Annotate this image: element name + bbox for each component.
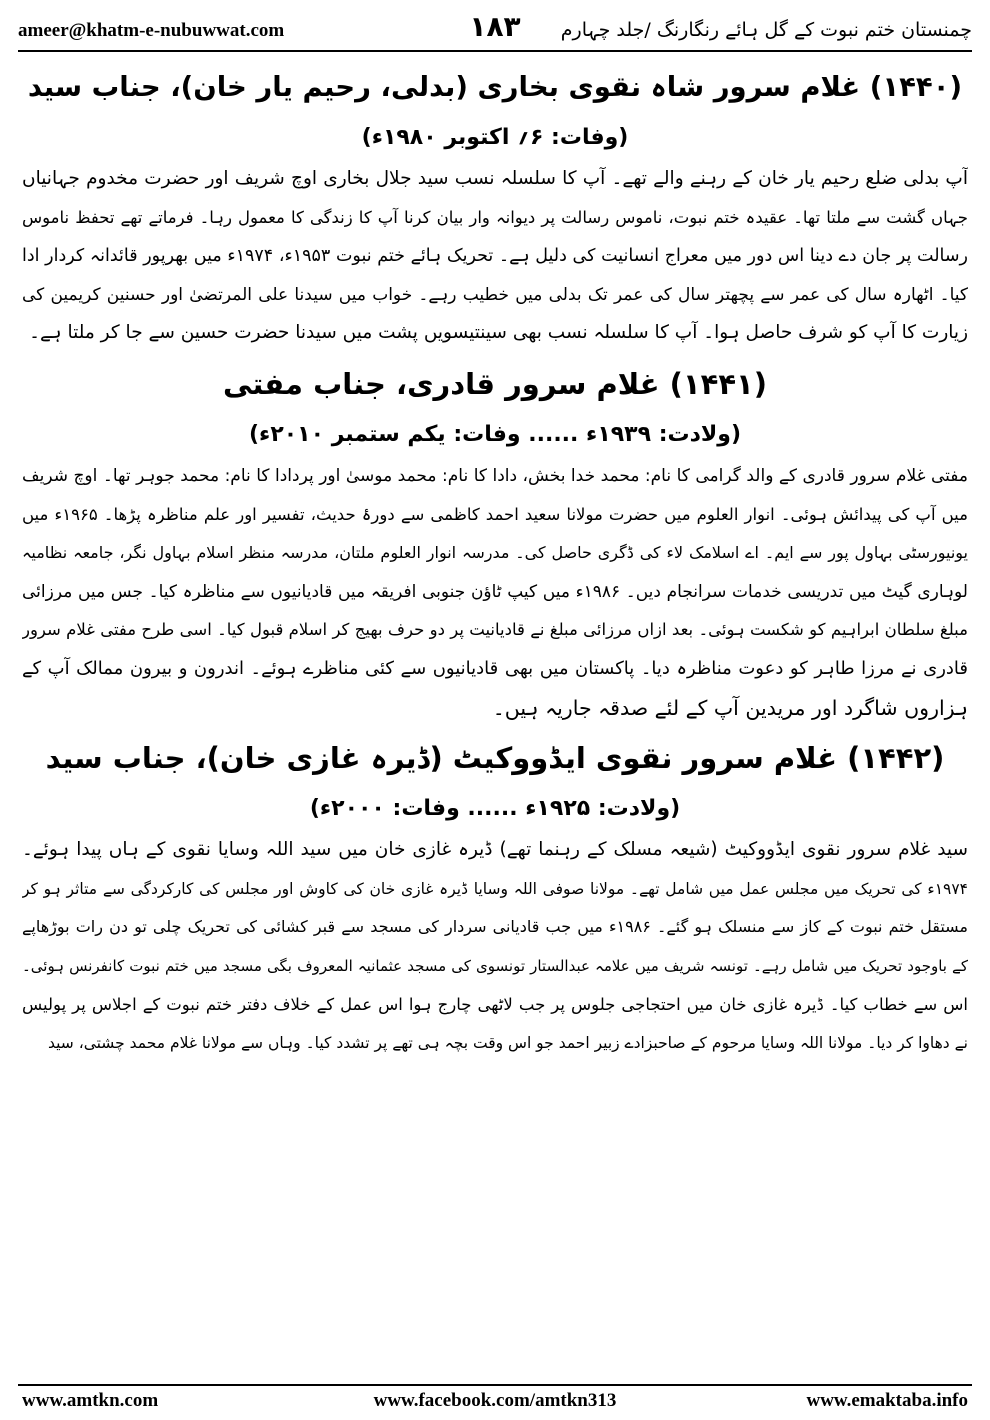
text-line: جہاں گشت سے ملتا تھا۔ عقیدہ ختم نبوت، ناموس رسالت پر دیوانہ وار بیان کرنا آپ کا زندگی کا معمول رہا۔ فرماتے تھے تحفظ ناموس bbox=[22, 207, 968, 227]
footer-link-emaktaba[interactable]: www.emaktaba.info bbox=[806, 1390, 968, 1411]
page-number: ۱۸۳ bbox=[469, 10, 521, 43]
footer-link-amtkn[interactable]: www.amtkn.com bbox=[22, 1390, 159, 1411]
entry bbox=[22, 56, 968, 353]
text-line: لوہاری گیٹ میں تدریسی خدمات سرانجام دیں۔ ۱۹۸۶ء میں کیپ ٹاؤن جنوبی افریقہ میں قادیانیوں سے مناظرہ کیا۔ جس میں مرزائی bbox=[22, 581, 968, 602]
text-line: یونیورسٹی بہاول پور سے ایم۔ اے اسلامک لاء کی ڈگری حاصل کی۔ مدرسہ انوار العلوم ملتان، مدرسہ منظر اسلام بہاول نگر، جامعہ نظامیہ bbox=[22, 543, 968, 563]
page-header bbox=[18, 10, 972, 52]
text-line: زیارت کا آپ کو شرف حاصل ہوا۔ آپ کا سلسلہ نسب بھی سینتیسویں پشت میں سیدنا حضرت حسین سے جا کر ملتا ہے۔ bbox=[29, 322, 968, 344]
page-content bbox=[22, 56, 968, 1378]
footer-link-facebook[interactable]: www.facebook.com/amtkn313 bbox=[373, 1390, 617, 1411]
text-line: مفتی غلام سرور قادری کے والد گرامی کا نام: محمد خدا بخش، دادا کا نام: محمد موسیٰ اور پردادا کا نام: محمد جوہر تھا۔ اوچ شریف bbox=[22, 465, 968, 486]
text-line: آپ بدلی ضلع رحیم یار خان کے رہنے والے تھے۔ آپ کا سلسلہ نسب سید جلال بخاری اوچ شریف اور حضرت مخدوم جہانیاں bbox=[22, 168, 968, 189]
entry-dates: (وفات: ۶؍ اکتوبر ۱۹۸۰ء) bbox=[361, 125, 629, 150]
text-line: اس سے خطاب کیا۔ ڈیرہ غازی خان میں احتجاجی جلوس پر جب لاٹھی چارج ہوا اس عمل کے خلاف دفتر ختم نبوت کے اجلاس پر پولیس bbox=[22, 994, 968, 1014]
text-line: ۱۹۷۴ء کی تحریک میں مجلس عمل میں شامل تھے۔ مولانا صوفی اللہ وسایا ڈیرہ غازی خان کی کاوش اور مجلس کی کارکردگی سے متاثر ہو کر bbox=[22, 879, 968, 898]
page-footer bbox=[18, 1384, 972, 1418]
entry-dates: (ولادت: ۱۹۲۵ء ...... وفات: ۲۰۰۰ء) bbox=[309, 796, 681, 822]
text-line: قادری نے مرزا طاہر کو دعوت مناظرہ دیا۔ پاکستان میں بھی قادیانیوں سے کئی مناظرے ہوئے۔ اندرون و بیرون ممالک آپ کے bbox=[22, 657, 968, 679]
text-line: نے دھاوا کر دیا۔ مولانا اللہ وسایا مرحوم کے صاحبزادے زبیر احمد جو اس وقت بچہ ہی تھے پر تشدد کیا۔ وہاں سے مولانا غلام محمد چشتی، سید bbox=[47, 1034, 968, 1053]
text-line: مستقل ختم نبوت کے کاز سے منسلک ہو گئے۔ ۱۹۸۶ء میں جب قادیانی سردار کی مسجد سے قبر کشائی کی تحریک چلی تو دن رات بوڑھاپے bbox=[22, 917, 968, 937]
entry bbox=[22, 353, 968, 727]
header-email[interactable]: ameer@khatm-e-nubuwwat.com bbox=[18, 20, 285, 41]
text-line: میں آپ کی پیدائش ہوئی۔ انوار العلوم میں حضرت مولانا سعید احمد کاظمی سے دورۂ حدیث، تفسیر اور علم مناظرہ پڑھا۔ ۱۹۶۵ء میں bbox=[22, 504, 968, 524]
entry-dates: (ولادت: ۱۹۳۹ء ...... وفات: یکم ستمبر ۲۰۱۰ء) bbox=[249, 421, 741, 447]
book-title: چمنستان ختم نبوت کے گل ہائے رنگارنگ /جلد چہارم bbox=[560, 19, 972, 41]
text-line: مبلغ سلطان ابراہیم کو شکست ہوئی۔ بعد ازاں مرزائی مبلغ نے قادیانیت پر دو حرف بھیج کر اسلام قبول کیا۔ اسی طرح مفتی غلام سرور bbox=[22, 620, 968, 640]
text-line: سید غلام سرور نقوی ایڈووکیٹ (شیعہ مسلک کے رہنما تھے) ڈیرہ غازی خان میں سید اللہ وسایا نقوی کے ہاں پیدا ہوئے۔ bbox=[22, 839, 968, 861]
entry-title: (۱۴۴۲) غلام سرور نقوی ایڈووکیٹ (ڈیرہ غازی خان)، جناب سید bbox=[45, 741, 945, 776]
entry-title: (۱۴۴۱) غلام سرور قادری، جناب مفتی bbox=[223, 366, 767, 401]
entry bbox=[22, 727, 968, 1063]
entry-title: (۱۴۴۰) غلام سرور شاہ نقوی بخاری (بدلی، رحیم یار خان)، جناب سید bbox=[27, 71, 963, 103]
text-line: کے باوجود تحریک میں شامل رہے۔ تونسہ شریف میں علامہ عبدالستار تونسوی کی مسجد عثمانیہ المعروف بگی مسجد میں ختم نبوت کانفرنس ہوئی۔ bbox=[22, 956, 968, 975]
text-line: ہزاروں شاگرد اور مریدین آپ کے لئے صدقہ جاریہ ہیں۔ bbox=[492, 695, 968, 720]
text-line: رسالت پر جان دے دینا اس دور میں معراج انسانیت کی دلیل ہے۔ تحریک ہائے ختم نبوت ۱۹۵۳ء، ۱۹۷۴ء میں بھرپور قائدانہ کردار ادا bbox=[22, 246, 968, 267]
text-line: کیا۔ اٹھارہ سال کی عمر سے پچھتر سال کی عمر تک بدلی میں خطیب رہے۔ خواب میں سیدنا علی المرتضیٰ اور حسنین کریمین کی bbox=[22, 284, 968, 305]
